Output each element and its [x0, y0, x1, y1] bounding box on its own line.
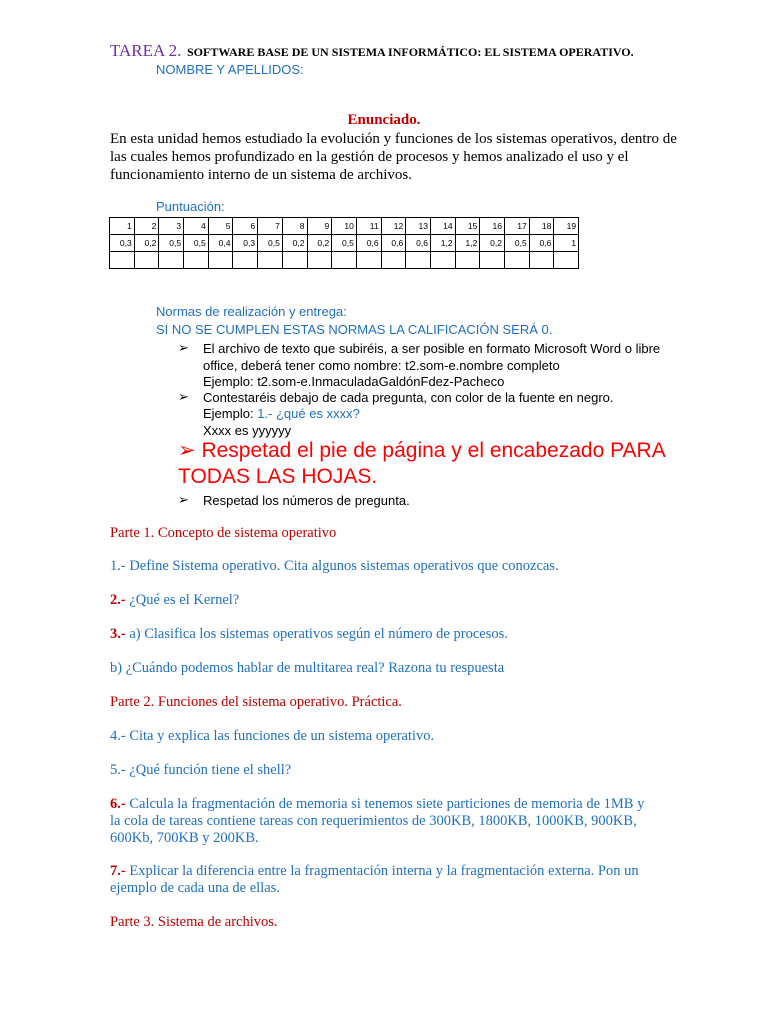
score-number-cell: 1 — [110, 218, 135, 235]
score-value-cell: 0,5 — [159, 235, 184, 252]
score-number-cell: 5 — [208, 218, 233, 235]
score-number-cell: 2 — [134, 218, 159, 235]
nombre-apellidos-label: NOMBRE Y APELLIDOS: — [156, 62, 304, 77]
normas-heading: Normas de realización y entrega: — [156, 304, 347, 319]
score-value-cell: 0,5 — [332, 235, 357, 252]
question-7-number: 7.- — [110, 863, 126, 879]
score-empty-cell — [480, 252, 505, 269]
score-value-cell: 0,2 — [282, 235, 307, 252]
score-number-cell: 19 — [554, 218, 579, 235]
enunciado-heading: Enunciado. — [347, 112, 421, 128]
score-number-cell: 4 — [184, 218, 209, 235]
score-value-cell: 0,3 — [233, 235, 258, 252]
score-value-cell: 0,2 — [307, 235, 332, 252]
score-number-cell: 8 — [282, 218, 307, 235]
score-number-cell: 7 — [258, 218, 283, 235]
score-empty-cell — [356, 252, 381, 269]
question-6: 6.- Calcula la fragmentación de memoria si tenemos siete particiones de memoria de 1MB y la cola de tareas contiene tareas con requerimientos de 300KB, 1800KB, 1000KB, 900KB, 600Kb, 700KB y 200KB. — [110, 796, 645, 846]
question-7: 7.- Explicar la diferencia entre la fragmentación interna y la fragmentación externa. Pon un ejemplo de cada una de ellas. — [110, 863, 639, 896]
norma-3 — [178, 438, 688, 490]
question-6-number: 6.- — [110, 796, 126, 812]
puntuacion-label: Puntuación: — [156, 199, 225, 214]
score-number-cell: 11 — [356, 218, 381, 235]
question-4: 4.- Cita y explica las funciones de un sistema operativo. — [110, 728, 435, 744]
document-title: SOFTWARE BASE DE UN SISTEMA INFORMÁTICO: EL SISTEMA OPERATIVO. — [187, 45, 634, 59]
score-empty-cell — [184, 252, 209, 269]
parte-3-title: Parte 3. Sistema de archivos. — [110, 914, 278, 930]
score-number-cell: 17 — [505, 218, 530, 235]
question-2-number: 2.- — [110, 592, 126, 608]
score-empty-cell — [134, 252, 159, 269]
score-number-cell: 9 — [307, 218, 332, 235]
score-empty-cell — [406, 252, 431, 269]
bullet-arrow-icon: ➢ — [178, 439, 196, 462]
norma-2-example — [203, 405, 360, 422]
question-3-number: 3.- — [110, 626, 126, 642]
score-value-cell: 1,2 — [455, 235, 480, 252]
score-empty-cell — [332, 252, 357, 269]
norma-3-line-1: ➢ Respetad el pie de página y el encabezado PARA — [178, 439, 666, 462]
score-table-numbers-row — [110, 218, 579, 235]
score-empty-cell — [381, 252, 406, 269]
score-empty-cell — [307, 252, 332, 269]
score-value-cell: 0,5 — [505, 235, 530, 252]
score-empty-cell — [159, 252, 184, 269]
score-number-cell: 16 — [480, 218, 505, 235]
score-value-cell: 0,6 — [406, 235, 431, 252]
score-number-cell: 13 — [406, 218, 431, 235]
score-table-values-row — [110, 235, 579, 252]
score-table-empty-row — [110, 252, 579, 269]
score-empty-cell — [430, 252, 455, 269]
score-empty-cell — [455, 252, 480, 269]
score-number-cell: 14 — [430, 218, 455, 235]
bullet-arrow-icon: ➢ — [178, 340, 189, 355]
score-value-cell: 0,2 — [480, 235, 505, 252]
score-empty-cell — [282, 252, 307, 269]
norma-4: Respetad los números de pregunta. — [203, 493, 410, 508]
score-empty-cell — [233, 252, 258, 269]
enunciado-text: En esta unidad hemos estudiado la evolución y funciones de los sistemas operativos, dentro de las cuales hemos profundizado en la gestión de procesos y hemos analizado el uso y el funcionamiento interno de un sistema de archivos. — [110, 131, 677, 183]
bullet-arrow-icon: ➢ — [178, 492, 189, 507]
score-number-cell: 10 — [332, 218, 357, 235]
ejemplo-question: 1.- ¿qué es xxxx? — [257, 406, 360, 421]
score-number-cell: 6 — [233, 218, 258, 235]
score-value-cell: 0,6 — [529, 235, 554, 252]
score-number-cell: 3 — [159, 218, 184, 235]
norma-1-line-2: office, deberá tener como nombre: t2.som-e.nombre completo — [203, 358, 560, 373]
bullet-arrow-icon: ➢ — [178, 389, 189, 404]
score-number-cell: 18 — [529, 218, 554, 235]
ejemplo-label: Ejemplo: — [203, 406, 258, 421]
parte-1-title: Parte 1. Concepto de sistema operativo — [110, 525, 337, 541]
question-1: 1.- Define Sistema operativo. Cita algunos sistemas operativos que conozcas. — [110, 558, 559, 574]
score-empty-cell — [529, 252, 554, 269]
score-value-cell: 0,5 — [184, 235, 209, 252]
score-empty-cell — [258, 252, 283, 269]
question-2: 2.- ¿Qué es el Kernel? — [110, 592, 240, 608]
question-3b: b) ¿Cuándo podemos hablar de multitarea real? Razona tu respuesta — [110, 660, 505, 676]
score-empty-cell — [110, 252, 135, 269]
norma-1-line-3: Ejemplo: t2.som-e.InmaculadaGaldónFdez-Pacheco — [203, 374, 505, 389]
question-3: 3.- a) Clasifica los sistemas operativos según el número de procesos. — [110, 626, 508, 642]
score-number-cell: 12 — [381, 218, 406, 235]
norma-1-line-1: El archivo de texto que subiréis, a ser posible en formato Microsoft Word o libre — [203, 341, 661, 356]
norma-3-line-2: TODAS LAS HOJAS. — [178, 465, 378, 488]
norma-2-example-answer: Xxxx es yyyyyy — [203, 423, 292, 438]
score-empty-cell — [554, 252, 579, 269]
score-number-cell: 15 — [455, 218, 480, 235]
score-value-cell: 0,5 — [258, 235, 283, 252]
score-value-cell: 0,2 — [134, 235, 159, 252]
tarea-label: TAREA 2. — [110, 41, 182, 60]
score-empty-cell — [208, 252, 233, 269]
score-value-cell: 0,6 — [356, 235, 381, 252]
question-5: 5.- ¿Qué función tiene el shell? — [110, 762, 292, 778]
normas-warning: SI NO SE CUMPLEN ESTAS NORMAS LA CALIFICACIÓN SERÁ 0. — [156, 322, 553, 337]
norma-2: Contestaréis debajo de cada pregunta, con color de la fuente en negro. — [203, 390, 614, 405]
score-table — [109, 217, 579, 269]
score-value-cell: 0,6 — [381, 235, 406, 252]
score-value-cell: 0,3 — [110, 235, 135, 252]
parte-2-title: Parte 2. Funciones del sistema operativo. Práctica. — [110, 694, 402, 710]
score-value-cell: 1 — [554, 235, 579, 252]
score-value-cell: 0,4 — [208, 235, 233, 252]
score-value-cell: 1,2 — [430, 235, 455, 252]
score-empty-cell — [505, 252, 530, 269]
